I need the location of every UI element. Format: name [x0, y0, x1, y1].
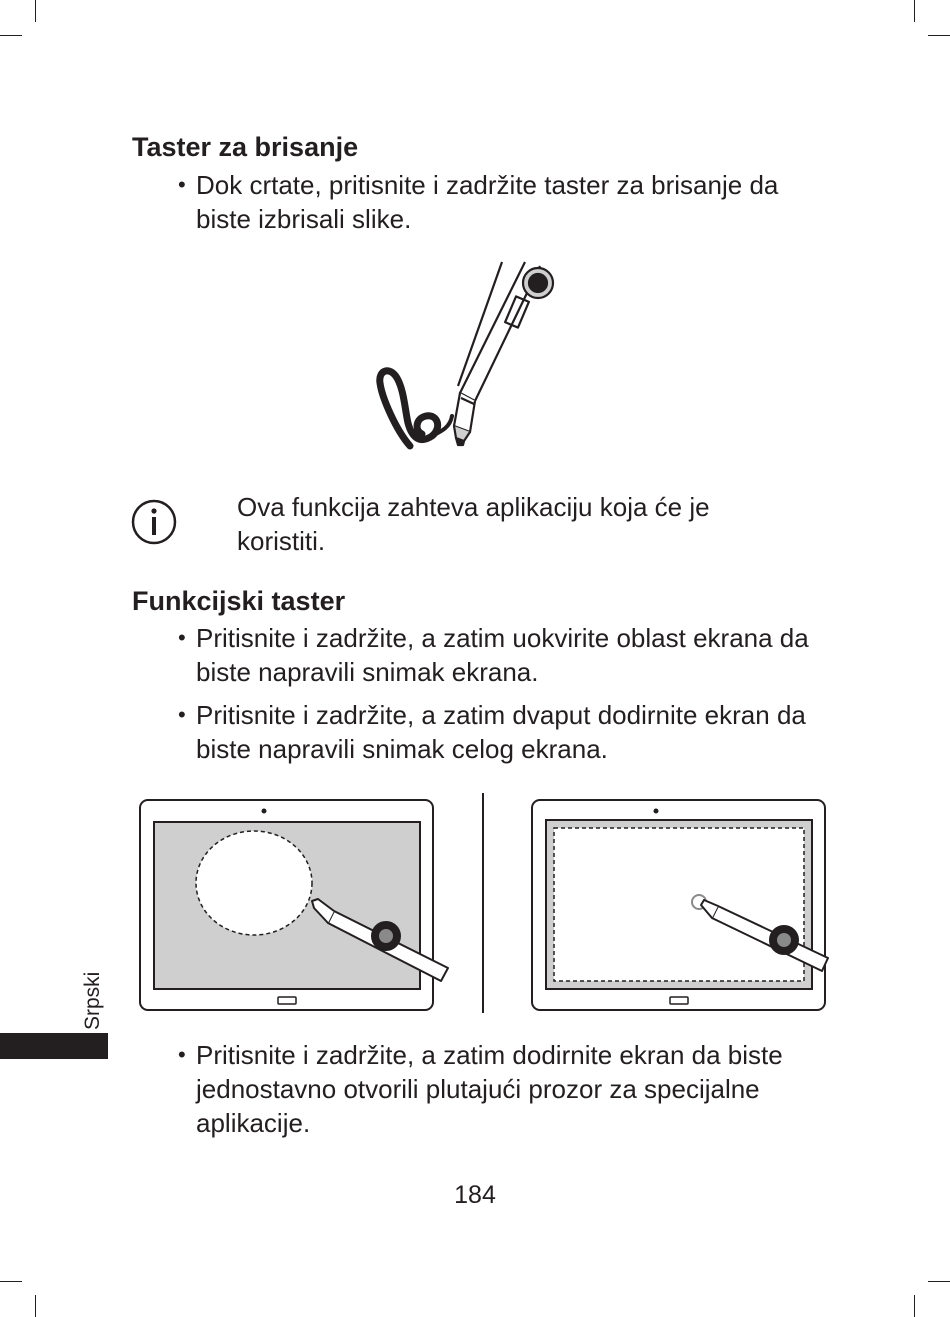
bullet-text: Dok crtate, pritisnite i zadržite taster za brisanje da biste izbrisali slike.: [196, 170, 779, 234]
crop-mark: [914, 0, 915, 22]
language-tab: [0, 1033, 108, 1059]
info-icon: [130, 498, 178, 546]
bullet-text: Pritisnite i zadržite, a zatim dodirnite ekran da biste jednostavno otvorili plutajući prozor za specijalne aplikacije.: [196, 1040, 783, 1138]
crop-mark: [0, 35, 22, 36]
note-text: Ova funkcija zahteva aplikaciju koja će je koristiti.: [237, 492, 710, 556]
bullet-dot: •: [178, 625, 186, 650]
crop-mark: [35, 0, 36, 22]
crop-mark: [35, 1295, 36, 1317]
bullet-dot: •: [178, 1042, 186, 1067]
tablet-fullscreen-icon: [532, 800, 828, 1010]
treble-clef-icon: [380, 371, 452, 446]
bullet-dot: •: [178, 172, 186, 197]
tablet-selection-icon: [140, 800, 448, 1010]
bullet-item: [178, 698, 838, 766]
section-heading-eraser: Taster za brisanje: [132, 132, 359, 162]
crop-mark: [928, 1281, 950, 1282]
tablets-illustration: [138, 793, 828, 1015]
crop-mark: [928, 35, 950, 36]
section-heading-function: Funkcijski taster: [132, 586, 346, 616]
bullet-text: Pritisnite i zadržite, a zatim uokvirite oblast ekrana da biste napravili snimak ekrana.: [196, 623, 809, 687]
stylus-icon: [454, 262, 553, 445]
bullet-item: [178, 621, 838, 689]
bullet-dot: •: [178, 702, 186, 727]
crop-mark: [0, 1281, 22, 1282]
bullet-text: Pritisnite i zadržite, a zatim dvaput dodirnite ekran da biste napravili snimak celog ekrana.: [196, 700, 806, 764]
crop-mark: [914, 1295, 915, 1317]
eraser-illustration: [370, 258, 580, 458]
bullet-item: [178, 1038, 838, 1140]
language-label: Srpski: [81, 971, 104, 1030]
bullet-item: [178, 168, 838, 236]
page-number: 184: [454, 1181, 496, 1209]
